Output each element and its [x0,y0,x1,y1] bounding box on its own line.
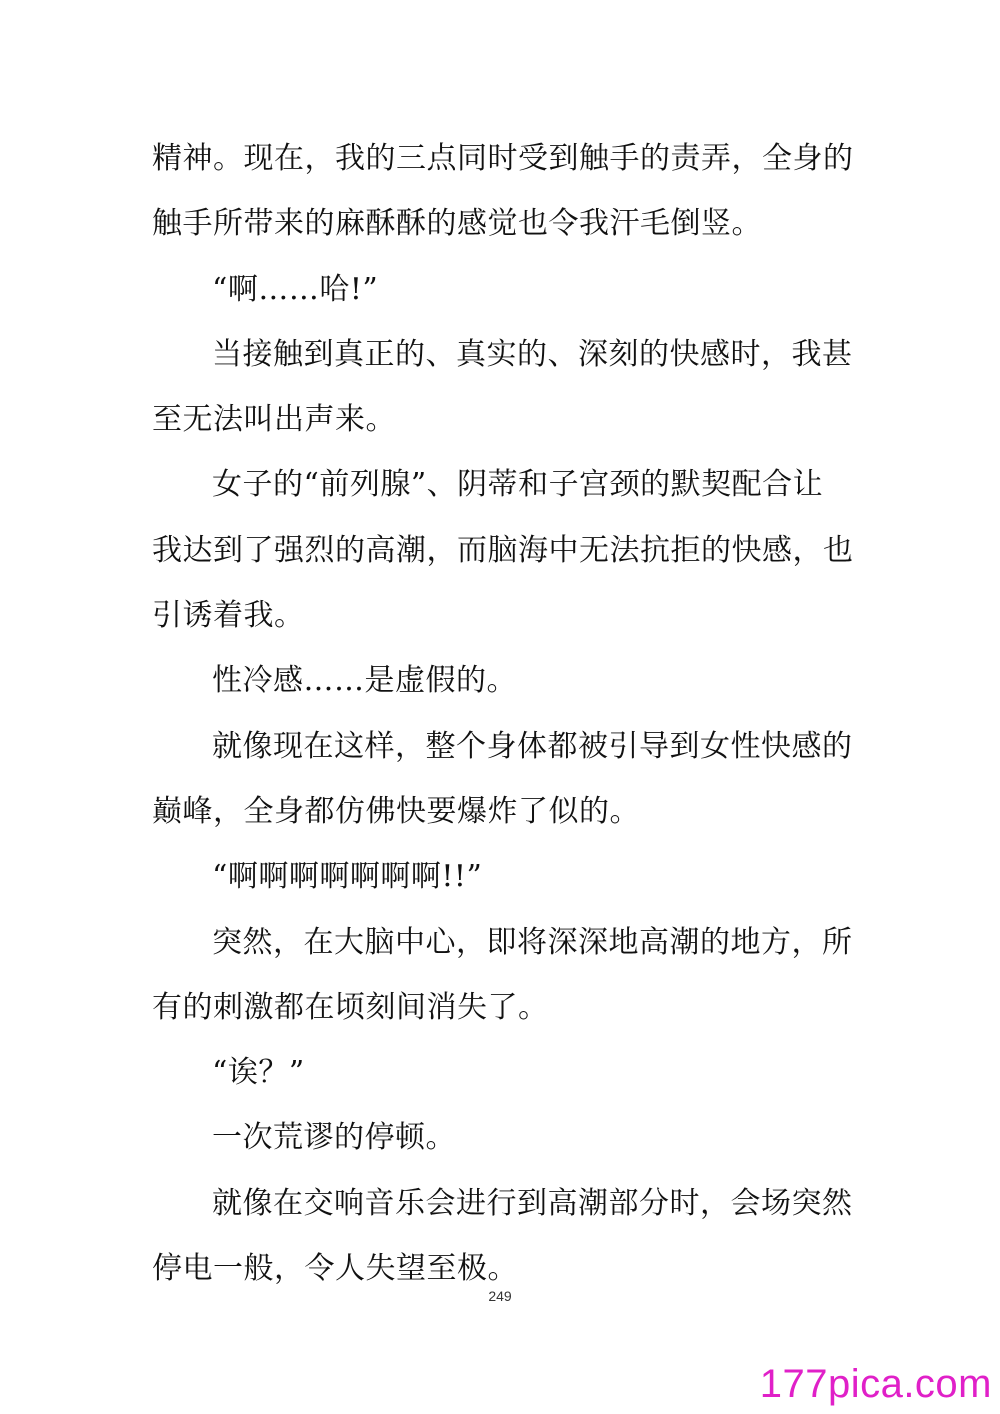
text-line-13: 突然，在大脑中心，即将深深地高潮的地方，所 [212,924,853,960]
page-text-body [152,126,852,1301]
text-line-12: “啊啊啊啊啊啊啊!!” [212,859,483,895]
text-line-10: 就像现在这样，整个身体都被引导到女性快感的 [212,728,853,764]
text-line-1: 精神。现在，我的三点同时受到触手的责弄，全身的 [152,141,854,176]
text-line-2: 触手所带来的麻酥酥的感觉也令我汗毛倒竖。 [152,206,762,242]
text-line-7: 我达到了强烈的高潮，而脑海中无法抗拒的快感，也 [152,532,854,568]
page-number: 249 [488,1288,512,1304]
text-line-16: 一次荒谬的停顿。 [212,1120,456,1156]
site-watermark: 177pica.com [759,1362,992,1406]
text-line-6: 女子的“前列腺”、阴蒂和子宫颈的默契配合让 [212,467,824,503]
text-line-15: “诶？” [212,1055,305,1091]
text-line-4: 当接触到真正的、真实的、深刻的快感时，我甚 [212,336,853,372]
text-line-9: 性冷感……是虚假的。 [212,663,517,699]
text-line-3: “啊……哈!” [212,271,379,307]
text-line-5: 至无法叫出声来。 [152,402,396,438]
text-line-11: 巅峰，全身都仿佛快要爆炸了似的。 [152,793,640,829]
text-line-18: 停电一般，令人失望至极。 [152,1251,518,1287]
text-line-17: 就像在交响音乐会进行到高潮部分时，会场突然 [212,1185,853,1221]
text-line-8: 引诱着我。 [152,598,305,634]
text-line-14: 有的刺激都在顷刻间消失了。 [152,989,549,1025]
